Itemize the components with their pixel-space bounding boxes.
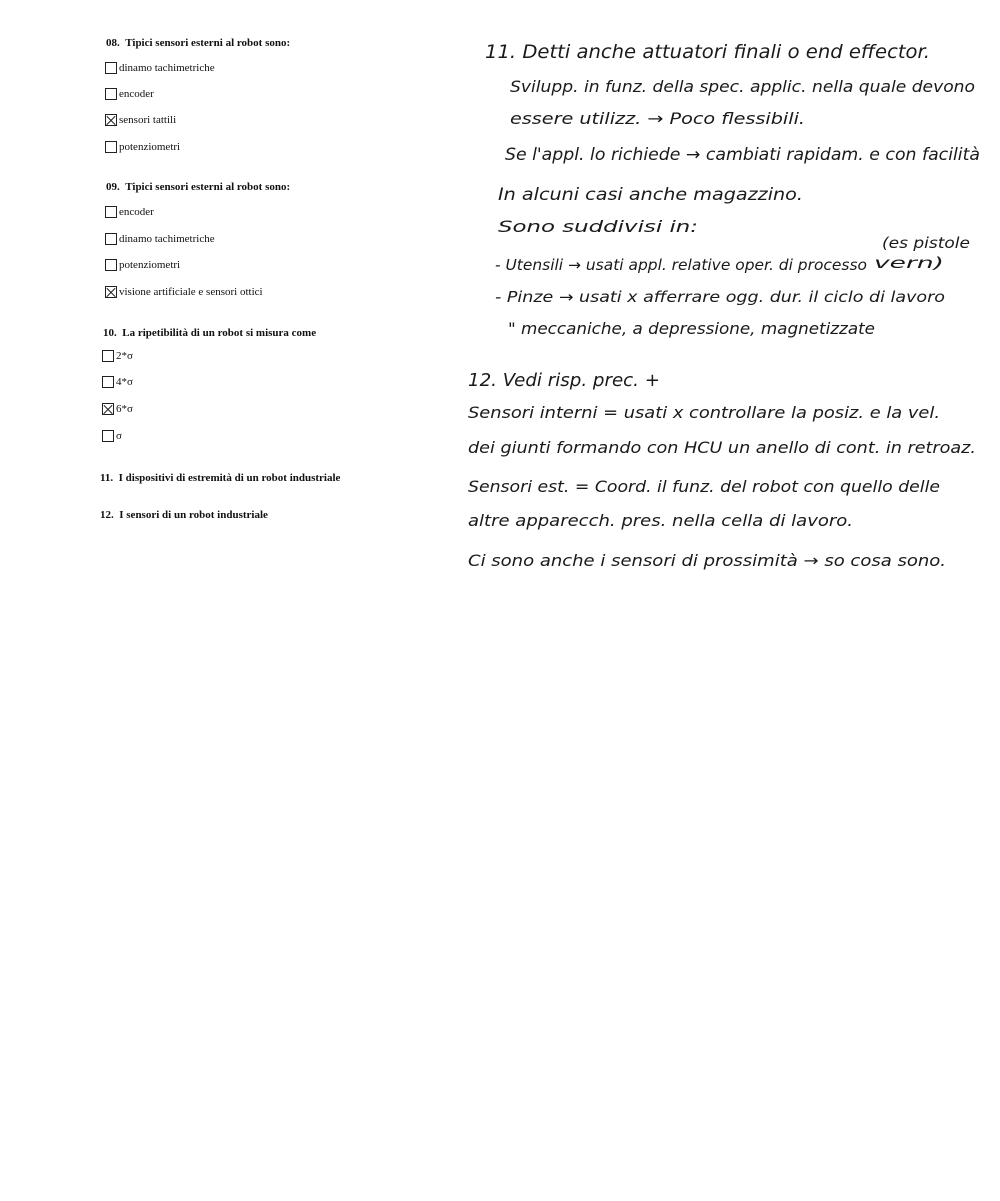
question-number: 08.: [106, 37, 120, 49]
answer-11-line-4: Se l'appl. lo richiede → cambiati rapidam. e con facilità: [505, 145, 980, 165]
answer-12-line-4: Sensori est. = Coord. il funz. del robot con quello delle: [468, 477, 941, 496]
answer-11-line-7-note-end: vern): [874, 254, 944, 272]
option-label: 4*σ: [116, 376, 133, 388]
question-number: 12.: [100, 509, 114, 521]
question-text: I sensori di un robot industriale: [119, 509, 268, 521]
answer-12-line-3: dei giunti formando con HCU un anello di cont. in retroaz.: [468, 438, 976, 457]
answer-11-line-6: Sono suddivisi in:: [498, 217, 698, 236]
option-label: visione artificiale e sensori ottici: [119, 286, 263, 298]
answer-11-line-7: - Utensili → usati appl. relative oper. di processo: [495, 256, 867, 274]
answer-11-line-9: " meccaniche, a depressione, magnetizzate: [508, 319, 876, 338]
option-label: potenziometri: [119, 141, 181, 153]
answer-11-line-1: 11. Detti anche attuatori finali o end effector.: [485, 41, 930, 63]
question-text: Tipici sensori esterni al robot sono:: [125, 37, 291, 49]
answer-11-line-7-note: (es pistole: [882, 234, 970, 252]
option-label: dinamo tachimetriche: [119, 62, 215, 74]
answer-12-line-5: altre apparecch. pres. nella cella di lavoro.: [468, 511, 853, 530]
option-label: 6*σ: [116, 403, 133, 415]
option-label: sensori tattili: [119, 114, 177, 126]
answer-11-line-8: - Pinze → usati x afferrare ogg. dur. il ciclo di lavoro: [495, 288, 945, 306]
answer-12-line-6: Ci sono anche i sensori di prossimità → so cosa sono.: [468, 551, 946, 570]
question-number: 11.: [100, 472, 114, 484]
answer-12-line-1: 12. Vedi risp. prec. +: [468, 370, 660, 391]
answer-12-line-2: Sensori interni = usati x controllare la posiz. e la vel.: [468, 403, 940, 422]
answer-11-line-5: In alcuni casi anche magazzino.: [498, 185, 803, 205]
question-text: I dispositivi di estremità di un robot industriale: [118, 472, 341, 484]
question-text: La ripetibilità di un robot si misura come: [122, 327, 317, 339]
question-text: Tipici sensori esterni al robot sono:: [125, 181, 291, 193]
answer-11-line-3: essere utilizz. → Poco flessibili.: [510, 109, 805, 128]
handwritten-answers: [0, 0, 1000, 600]
option-label: 2*σ: [116, 350, 133, 362]
question-number: 10.: [103, 327, 117, 339]
option-label: encoder: [119, 206, 154, 218]
option-label: potenziometri: [119, 259, 181, 271]
option-label: dinamo tachimetriche: [119, 233, 215, 245]
answer-11-line-2: Svilupp. in funz. della spec. applic. nella quale devono: [510, 77, 976, 96]
option-label: σ: [116, 430, 122, 442]
option-label: encoder: [119, 88, 154, 100]
question-number: 09.: [106, 181, 120, 193]
